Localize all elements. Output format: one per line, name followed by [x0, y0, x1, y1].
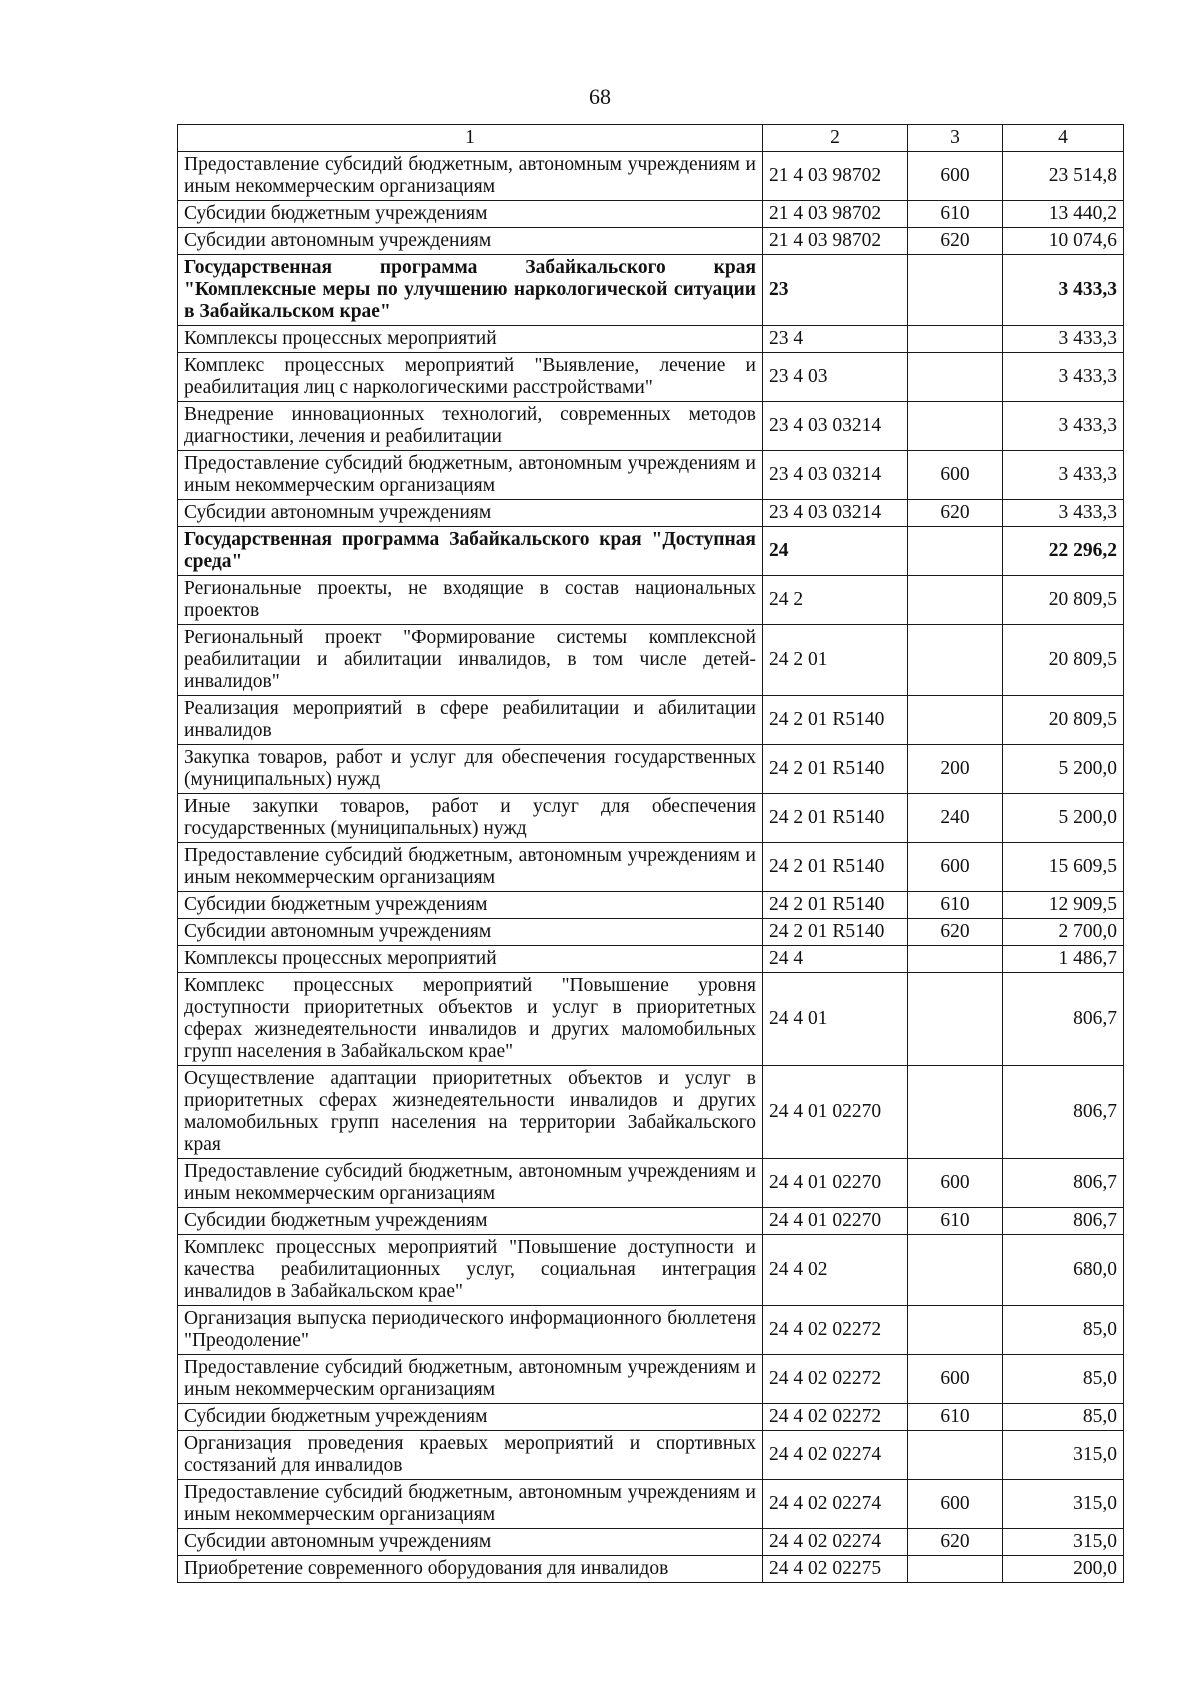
row-code-cell: 24 2 01 R5140 — [763, 892, 908, 919]
row-amount-cell: 15 609,5 — [1003, 843, 1124, 892]
row-type-cell: 240 — [908, 794, 1003, 843]
row-type-cell: 600 — [908, 843, 1003, 892]
row-code-cell: 23 4 03 03214 — [763, 402, 908, 451]
row-amount-cell: 315,0 — [1003, 1480, 1124, 1529]
row-amount-cell: 315,0 — [1003, 1431, 1124, 1480]
row-name-cell: Комплекс процессных мероприятий "Выявление, лечение и реабилитация лиц с наркологическими расстройствами" — [178, 353, 763, 402]
row-name-cell: Комплекс процессных мероприятий "Повышение доступности и качества реабилитационных услуг, социальная интеграция инвалидов в Забайкальском крае" — [178, 1235, 763, 1306]
row-name-cell: Субсидии автономным учреждениям — [178, 500, 763, 527]
row-name-cell: Организация выпуска периодического информационного бюллетеня "Преодоление" — [178, 1306, 763, 1355]
row-type-cell — [908, 696, 1003, 745]
row-type-cell: 600 — [908, 1159, 1003, 1208]
row-amount-cell: 20 809,5 — [1003, 696, 1124, 745]
row-code-cell: 24 2 01 R5140 — [763, 696, 908, 745]
row-code-cell: 24 4 02 02274 — [763, 1431, 908, 1480]
row-amount-cell: 5 200,0 — [1003, 745, 1124, 794]
row-name-cell: Субсидии бюджетным учреждениям — [178, 201, 763, 228]
row-code-cell: 24 4 02 02272 — [763, 1355, 908, 1404]
row-type-cell: 600 — [908, 1480, 1003, 1529]
row-code-cell: 21 4 03 98702 — [763, 152, 908, 201]
row-code-cell: 24 2 01 — [763, 625, 908, 696]
row-name-cell: Субсидии автономным учреждениям — [178, 228, 763, 255]
row-name-cell: Предоставление субсидий бюджетным, автономным учреждениям и иным некоммерческим организациям — [178, 1355, 763, 1404]
row-type-cell: 200 — [908, 745, 1003, 794]
row-type-cell: 610 — [908, 892, 1003, 919]
row-code-cell: 24 4 01 02270 — [763, 1066, 908, 1159]
table-row — [178, 919, 1124, 946]
table-row — [178, 1159, 1124, 1208]
row-code-cell: 23 4 03 03214 — [763, 500, 908, 527]
row-code-cell: 24 2 01 R5140 — [763, 843, 908, 892]
row-code-cell: 24 4 02 02274 — [763, 1480, 908, 1529]
row-amount-cell: 3 433,3 — [1003, 255, 1124, 326]
row-name-cell: Осуществление адаптации приоритетных объектов и услуг в приоритетных сферах жизнедеятельности инвалидов и других маломобильных групп населения на территории Забайкальского края — [178, 1066, 763, 1159]
row-code-cell: 24 4 02 02272 — [763, 1404, 908, 1431]
row-type-cell — [908, 946, 1003, 973]
page-number: 68 — [589, 84, 611, 109]
row-code-cell: 24 4 02 02272 — [763, 1306, 908, 1355]
row-amount-cell: 22 296,2 — [1003, 527, 1124, 576]
row-code-cell: 24 — [763, 527, 908, 576]
column-header-1: 1 — [178, 125, 763, 152]
row-type-cell: 610 — [908, 201, 1003, 228]
row-amount-cell: 806,7 — [1003, 1066, 1124, 1159]
row-amount-cell: 23 514,8 — [1003, 152, 1124, 201]
row-code-cell: 21 4 03 98702 — [763, 228, 908, 255]
row-code-cell: 23 — [763, 255, 908, 326]
row-amount-cell: 13 440,2 — [1003, 201, 1124, 228]
table-row — [178, 794, 1124, 843]
row-name-cell: Предоставление субсидий бюджетным, автономным учреждениям и иным некоммерческим организациям — [178, 1480, 763, 1529]
table-row — [178, 696, 1124, 745]
row-code-cell: 24 4 02 02274 — [763, 1529, 908, 1556]
row-code-cell: 24 4 02 — [763, 1235, 908, 1306]
table-row — [178, 1208, 1124, 1235]
table-row — [178, 1235, 1124, 1306]
table-row — [178, 228, 1124, 255]
row-type-cell: 610 — [908, 1404, 1003, 1431]
table-row — [178, 625, 1124, 696]
row-name-cell: Иные закупки товаров, работ и услуг для обеспечения государственных (муниципальных) нужд — [178, 794, 763, 843]
table-row — [178, 500, 1124, 527]
table-row — [178, 326, 1124, 353]
row-type-cell: 600 — [908, 1355, 1003, 1404]
row-name-cell: Предоставление субсидий бюджетным, автономным учреждениям и иным некоммерческим организациям — [178, 451, 763, 500]
row-type-cell — [908, 402, 1003, 451]
table-row — [178, 152, 1124, 201]
row-type-cell — [908, 1556, 1003, 1583]
row-name-cell: Предоставление субсидий бюджетным, автономным учреждениям и иным некоммерческим организациям — [178, 1159, 763, 1208]
table-row — [178, 1480, 1124, 1529]
row-type-cell — [908, 625, 1003, 696]
row-code-cell: 24 4 — [763, 946, 908, 973]
table-row — [178, 201, 1124, 228]
row-amount-cell: 3 433,3 — [1003, 326, 1124, 353]
table-row — [178, 1556, 1124, 1583]
table-row — [178, 1066, 1124, 1159]
row-type-cell — [908, 527, 1003, 576]
row-name-cell: Региональные проекты, не входящие в состав национальных проектов — [178, 576, 763, 625]
row-amount-cell: 806,7 — [1003, 973, 1124, 1066]
row-name-cell: Субсидии бюджетным учреждениям — [178, 892, 763, 919]
row-name-cell: Предоставление субсидий бюджетным, автономным учреждениям и иным некоммерческим организациям — [178, 843, 763, 892]
row-code-cell: 23 4 03 — [763, 353, 908, 402]
row-amount-cell: 315,0 — [1003, 1529, 1124, 1556]
row-name-cell: Комплексы процессных мероприятий — [178, 946, 763, 973]
table-row — [178, 353, 1124, 402]
row-name-cell: Государственная программа Забайкальского края "Доступная среда" — [178, 527, 763, 576]
row-amount-cell: 200,0 — [1003, 1556, 1124, 1583]
table-row — [178, 843, 1124, 892]
table-row — [178, 255, 1124, 326]
row-code-cell: 24 4 01 — [763, 973, 908, 1066]
row-code-cell: 24 4 01 02270 — [763, 1208, 908, 1235]
table-row — [178, 527, 1124, 576]
table-row — [178, 1355, 1124, 1404]
row-type-cell: 610 — [908, 1208, 1003, 1235]
row-code-cell: 24 2 — [763, 576, 908, 625]
row-code-cell: 23 4 03 03214 — [763, 451, 908, 500]
row-amount-cell: 20 809,5 — [1003, 576, 1124, 625]
row-amount-cell: 3 433,3 — [1003, 353, 1124, 402]
row-name-cell: Государственная программа Забайкальского края "Комплексные меры по улучшению наркологической ситуации в Забайкальском крае" — [178, 255, 763, 326]
table-row — [178, 973, 1124, 1066]
row-amount-cell: 85,0 — [1003, 1306, 1124, 1355]
column-header-3: 3 — [908, 125, 1003, 152]
table-row — [178, 576, 1124, 625]
row-type-cell — [908, 326, 1003, 353]
row-amount-cell: 3 433,3 — [1003, 500, 1124, 527]
row-name-cell: Внедрение инновационных технологий, современных методов диагностики, лечения и реабилитации — [178, 402, 763, 451]
row-code-cell: 24 2 01 R5140 — [763, 794, 908, 843]
column-header-2: 2 — [763, 125, 908, 152]
row-code-cell: 23 4 — [763, 326, 908, 353]
table-row — [178, 402, 1124, 451]
table-row — [178, 1529, 1124, 1556]
row-amount-cell: 5 200,0 — [1003, 794, 1124, 843]
row-type-cell — [908, 255, 1003, 326]
row-amount-cell: 20 809,5 — [1003, 625, 1124, 696]
row-amount-cell: 806,7 — [1003, 1159, 1124, 1208]
table-row — [178, 1431, 1124, 1480]
row-amount-cell: 10 074,6 — [1003, 228, 1124, 255]
row-type-cell: 600 — [908, 152, 1003, 201]
row-amount-cell: 85,0 — [1003, 1355, 1124, 1404]
row-name-cell: Комплекс процессных мероприятий "Повышение уровня доступности приоритетных объектов и услуг в приоритетных сферах жизнедеятельности инвалидов и других маломобильных групп населения в Забайкальском крае" — [178, 973, 763, 1066]
row-name-cell: Субсидии бюджетным учреждениям — [178, 1208, 763, 1235]
row-type-cell: 620 — [908, 1529, 1003, 1556]
row-type-cell — [908, 1235, 1003, 1306]
table-row — [178, 451, 1124, 500]
row-amount-cell: 806,7 — [1003, 1208, 1124, 1235]
table-row — [178, 946, 1124, 973]
row-type-cell — [908, 576, 1003, 625]
row-type-cell — [908, 973, 1003, 1066]
row-type-cell — [908, 1431, 1003, 1480]
row-code-cell: 24 4 01 02270 — [763, 1159, 908, 1208]
row-type-cell — [908, 1306, 1003, 1355]
row-amount-cell: 680,0 — [1003, 1235, 1124, 1306]
row-type-cell — [908, 353, 1003, 402]
row-type-cell: 620 — [908, 228, 1003, 255]
row-code-cell: 24 2 01 R5140 — [763, 919, 908, 946]
budget-table — [177, 124, 1124, 1583]
row-name-cell: Приобретение современного оборудования для инвалидов — [178, 1556, 763, 1583]
column-header-4: 4 — [1003, 125, 1124, 152]
row-type-cell — [908, 1066, 1003, 1159]
row-name-cell: Реализация мероприятий в сфере реабилитации и абилитации инвалидов — [178, 696, 763, 745]
table-row — [178, 1404, 1124, 1431]
row-code-cell: 24 4 02 02275 — [763, 1556, 908, 1583]
row-type-cell: 620 — [908, 919, 1003, 946]
table-body — [178, 152, 1124, 1583]
table-row — [178, 892, 1124, 919]
row-name-cell: Закупка товаров, работ и услуг для обеспечения государственных (муниципальных) нужд — [178, 745, 763, 794]
row-amount-cell: 3 433,3 — [1003, 451, 1124, 500]
row-amount-cell: 85,0 — [1003, 1404, 1124, 1431]
row-name-cell: Региональный проект "Формирование системы комплексной реабилитации и абилитации инвалидов, в том числе детей-инвалидов" — [178, 625, 763, 696]
table-row — [178, 1306, 1124, 1355]
row-code-cell: 21 4 03 98702 — [763, 201, 908, 228]
row-amount-cell: 2 700,0 — [1003, 919, 1124, 946]
row-name-cell: Комплексы процессных мероприятий — [178, 326, 763, 353]
table-header-row — [178, 125, 1124, 152]
table-row — [178, 745, 1124, 794]
row-name-cell: Организация проведения краевых мероприятий и спортивных состязаний для инвалидов — [178, 1431, 763, 1480]
row-name-cell: Предоставление субсидий бюджетным, автономным учреждениям и иным некоммерческим организациям — [178, 152, 763, 201]
row-name-cell: Субсидии бюджетным учреждениям — [178, 1404, 763, 1431]
row-name-cell: Субсидии автономным учреждениям — [178, 919, 763, 946]
row-name-cell: Субсидии автономным учреждениям — [178, 1529, 763, 1556]
row-type-cell: 620 — [908, 500, 1003, 527]
row-code-cell: 24 2 01 R5140 — [763, 745, 908, 794]
row-amount-cell: 1 486,7 — [1003, 946, 1124, 973]
row-amount-cell: 3 433,3 — [1003, 402, 1124, 451]
row-type-cell: 600 — [908, 451, 1003, 500]
row-amount-cell: 12 909,5 — [1003, 892, 1124, 919]
